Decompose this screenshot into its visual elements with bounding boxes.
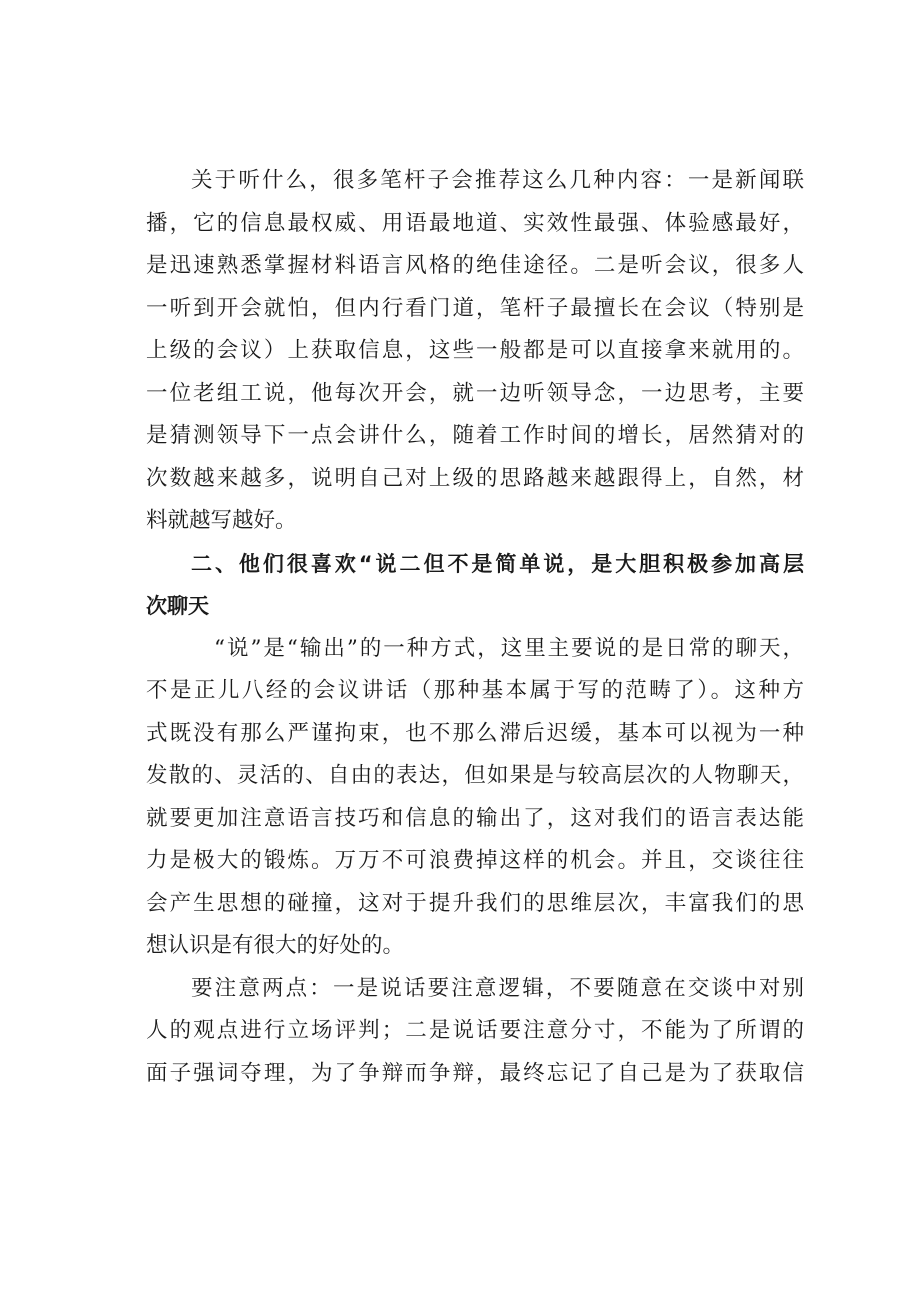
text-line: 是猜测领导下一点会讲什么，随着工作时间的增长，居然猜对的: [146, 423, 804, 448]
heading-line: 二、他们很喜欢“说二但不是简单说，是大胆积极参加高层: [191, 551, 804, 576]
text-line: 人的观点进行立场评判；二是说话要注意分寸，不能为了所谓的: [146, 1018, 804, 1043]
text-line: 发散的、灵活的、自由的表达，但如果是与较高层次的人物聊天，: [146, 763, 804, 788]
text-line: 料就越写越好。: [146, 508, 297, 533]
text-line: 会产生思想的碰撞，这对于提升我们的思维层次，丰富我们的思: [146, 890, 804, 916]
text-line: 就要更加注意语言技巧和信息的输出了，这对我们的语言表达能: [146, 805, 804, 831]
text-line: 关于听什么，很多笔杆子会推荐这么几种内容：一是新闻联: [191, 168, 804, 193]
paragraph-listening: [146, 160, 804, 543]
text-line: 不是正儿八经的会议讲话（那种基本属于写的范畴了）。这种方: [146, 678, 804, 703]
text-line: 想认识是有很大的好处的。: [146, 933, 405, 958]
heading-line: 次聊天: [146, 594, 209, 618]
text-line: 面子强词夺理，为了争辩而争辩，最终忘记了自己是为了获取信: [146, 1060, 804, 1086]
text-line: 播，它的信息最权威、用语最地道、实效性最强、体验感最好，: [146, 210, 804, 236]
text-line: 式既没有那么严谨拘束，也不那么滞后迟缓，基本可以视为一种: [146, 720, 804, 746]
text-line: “说”是“输出”的一种方式，这里主要说的是日常的聊天，: [214, 635, 804, 661]
text-line: 是迅速熟悉掌握材料语言风格的绝佳途径。二是听会议，很多人: [146, 253, 804, 278]
paragraph-two-points: [146, 968, 804, 1096]
text-line: 一位老组工说，他每次开会，就一边听领导念，一边思考，主要: [146, 380, 804, 406]
section-heading: [146, 543, 804, 628]
text-line: 次数越来越多，说明自己对上级的思路越来越跟得上，自然，材: [146, 465, 804, 491]
paragraph-speaking: [146, 628, 804, 968]
text-line: 力是极大的锻炼。万万不可浪费掉这样的机会。并且，交谈往往: [146, 848, 804, 873]
text-line: 一听到开会就怕，但内行看门道，笔杆子最擅长在会议（特别是: [146, 295, 804, 321]
text-line: 要注意两点：一是说话要注意逻辑，不要随意在交谈中对别: [191, 975, 804, 1001]
text-line: 上级的会议）上获取信息，这些一般都是可以直接拿来就用的。: [146, 338, 804, 363]
document-body: [146, 160, 804, 1095]
